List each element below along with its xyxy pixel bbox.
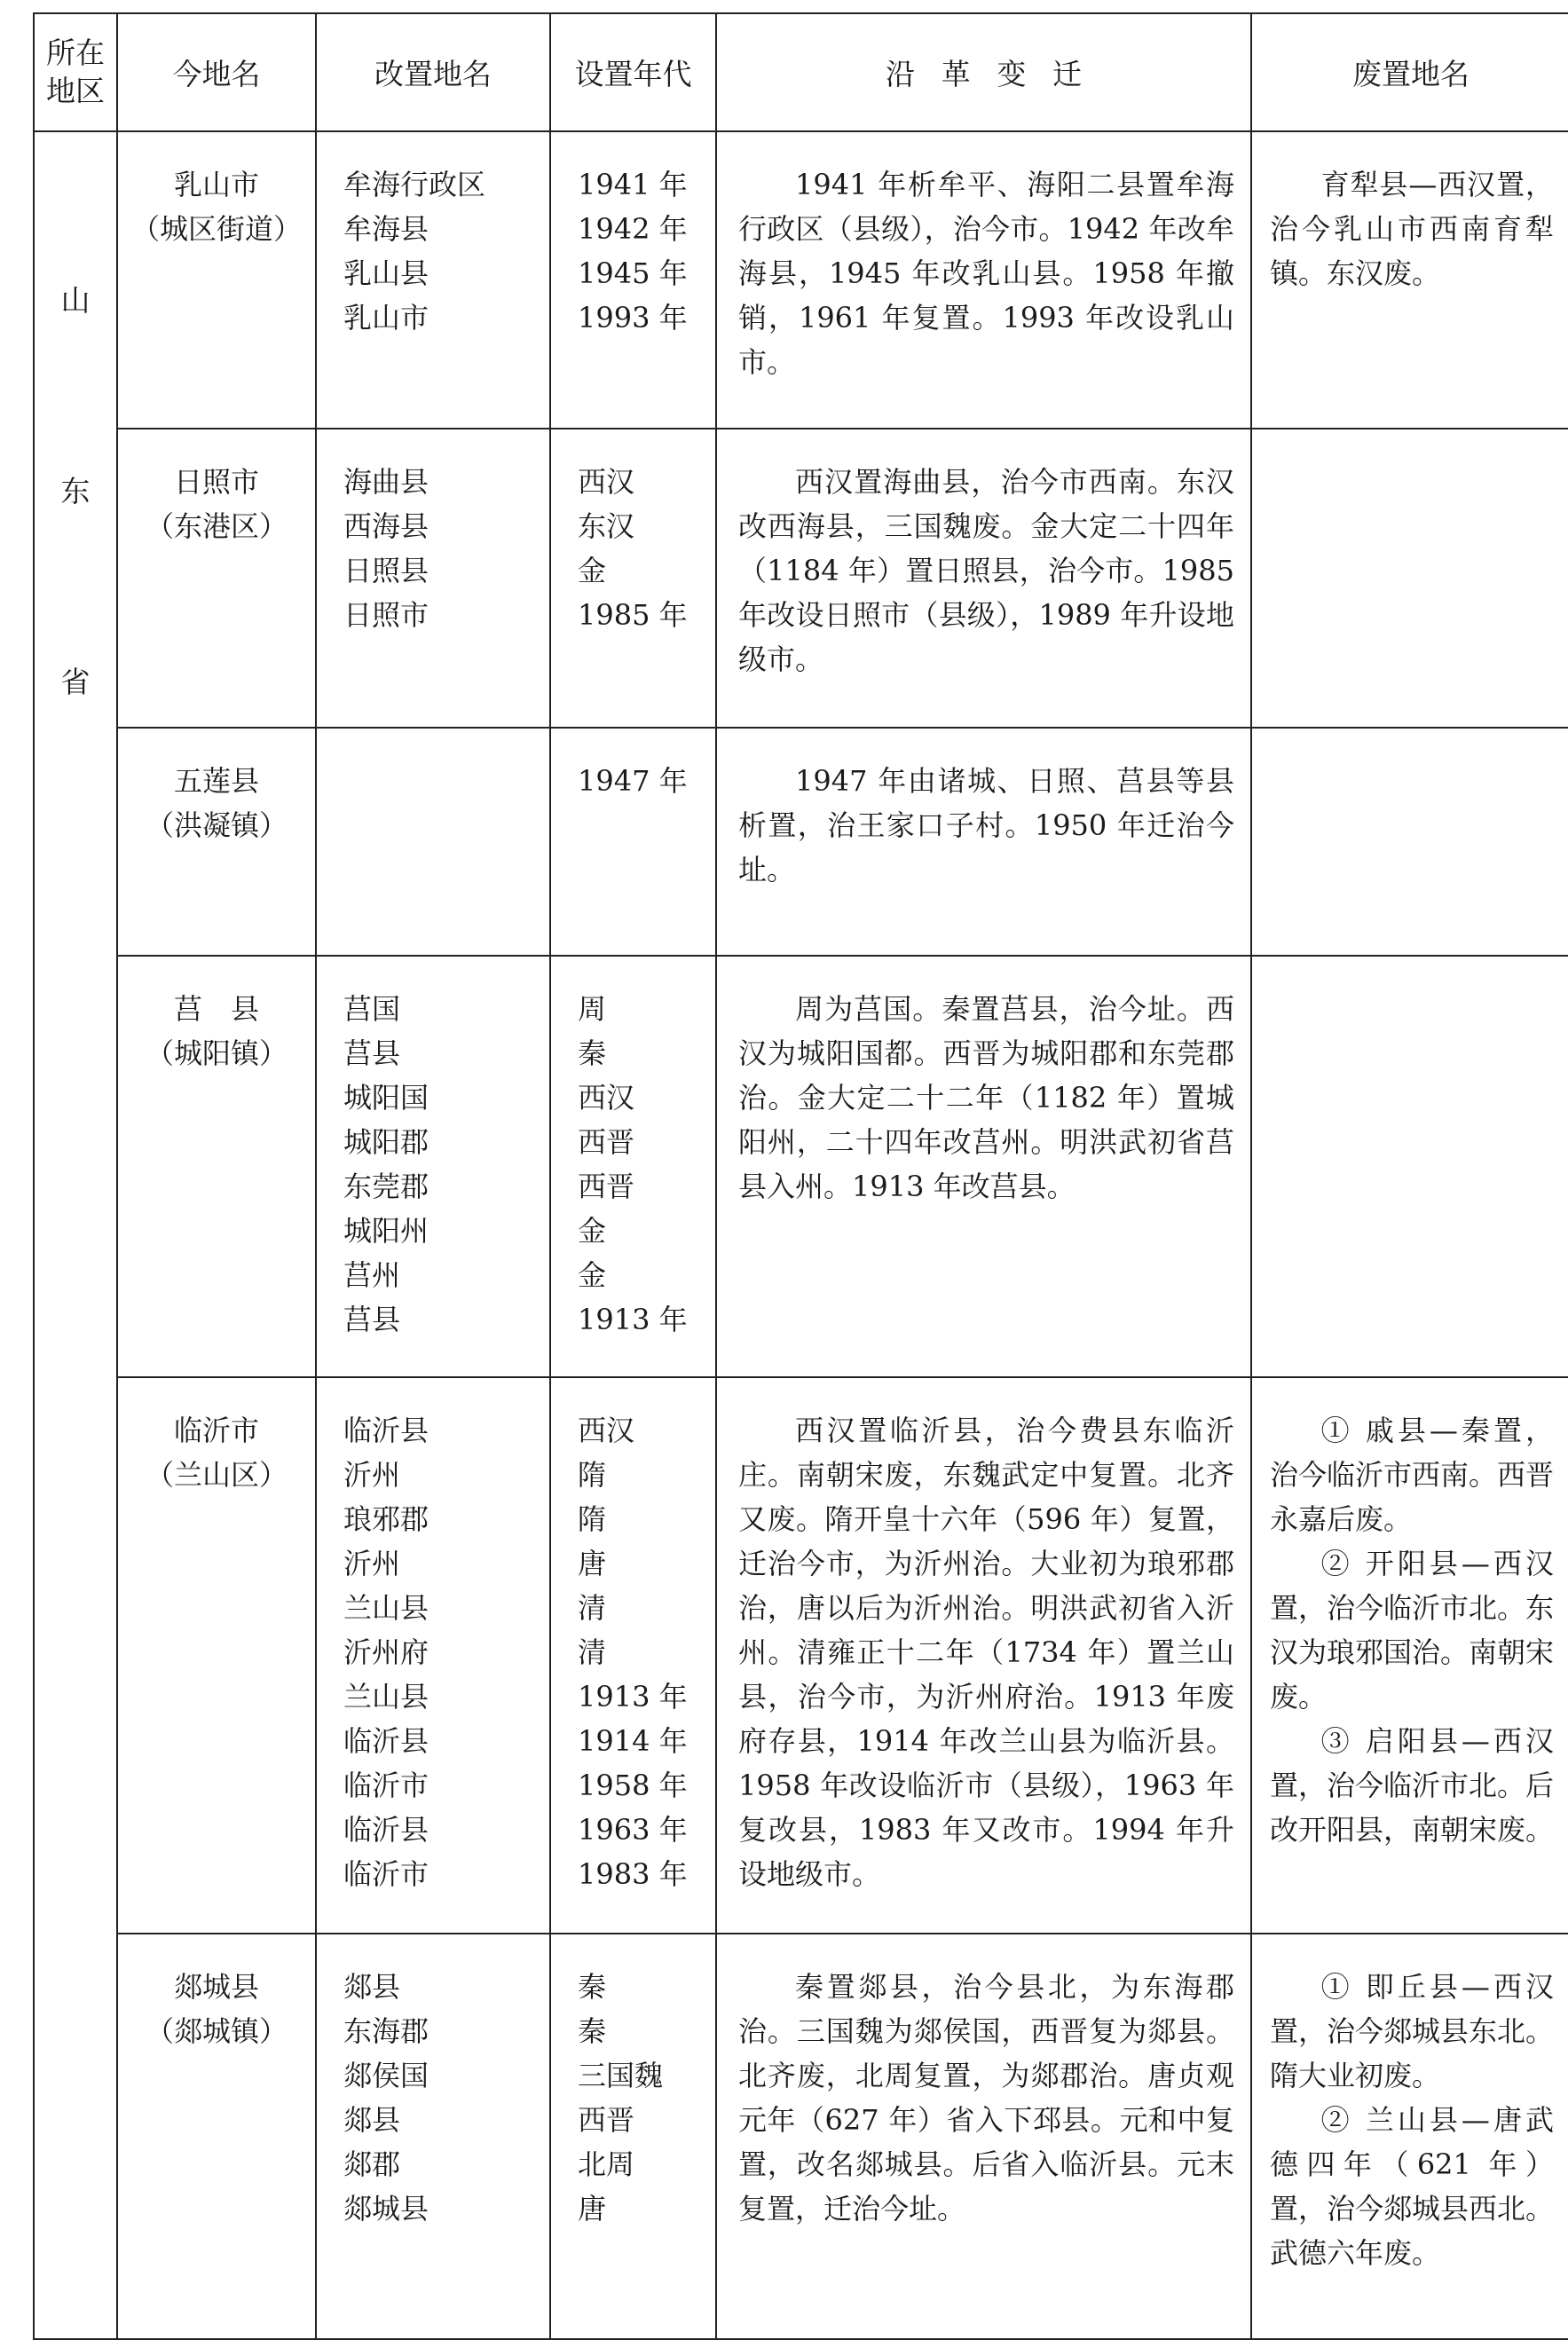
established-period: 西晋 <box>578 1125 635 1159</box>
former-name: 乳山市 <box>343 301 429 335</box>
former-name: 牟海行政区 <box>343 168 486 201</box>
established-period: 1913 年 <box>578 1303 688 1336</box>
history-cell: 1941 年析牟平、海阳二县置牟海行政区（县级），治今市。1942 年改牟海县，1945 年改乳山县。1958 年撤销，1961 年复置。1993 年改设乳山市。 <box>716 131 1251 429</box>
abolished-cell <box>1251 429 1568 728</box>
region-char: 省 <box>60 665 91 699</box>
header-established: 设置年代 <box>550 13 716 131</box>
former-name: 东海郡 <box>343 2014 429 2048</box>
header-abolished: 废置地名 <box>1251 13 1568 131</box>
former-name: 临沂县 <box>343 1813 429 1847</box>
former-name: 郯县 <box>343 1970 401 2004</box>
former-name: 沂州府 <box>343 1635 429 1669</box>
history-cell: 秦置郯县，治今县北，为东海郡治。三国魏为郯侯国，西晋复为郯县。北齐废，北周复置，为郯郡治。唐贞观元年（627 年）省入下邳县。元和中复置，改名郯城县。后省入临沂县。元末复置，迁治今址。 <box>716 1934 1251 2339</box>
seat-name: （城区街道） <box>130 212 302 246</box>
modern-name-cell <box>117 1377 316 1934</box>
established-cell <box>550 429 716 728</box>
established-period: 唐 <box>578 2192 607 2226</box>
modern-name-cell <box>117 429 316 728</box>
established-period: 三国魏 <box>578 2059 664 2092</box>
abolished-entry: 育犁县—西汉置，治今乳山市西南育犁镇。东汉废。 <box>1270 168 1554 290</box>
header-former-names: 改置地名 <box>316 13 550 131</box>
seat-name: （东港区） <box>145 509 288 543</box>
established-period: 1963 年 <box>578 1813 688 1847</box>
former-name: 城阳郡 <box>343 1125 429 1159</box>
abolished-entry: ① 即丘县—西汉置，治今郯城县东北。隋大业初废。 <box>1270 1970 1555 2092</box>
former-name: 兰山县 <box>343 1680 429 1714</box>
region-cell <box>34 131 117 2339</box>
abolished-cell <box>1251 728 1568 956</box>
established-period: 1913 年 <box>578 1680 688 1714</box>
established-period: 西晋 <box>578 2103 635 2137</box>
former-names-cell <box>316 1377 550 1934</box>
former-name: 沂州 <box>343 1458 401 1492</box>
former-name: 莒县 <box>343 1303 401 1336</box>
header-region: 所在 地区 <box>34 13 117 131</box>
abolished-cell <box>1251 131 1568 429</box>
abolished-cell <box>1251 956 1568 1377</box>
abolished-entry: ① 戚县—秦置，治今临沂市西南。西晋永嘉后废。 <box>1270 1414 1555 1536</box>
established-period: 金 <box>578 1214 607 1248</box>
established-period: 清 <box>578 1635 607 1669</box>
former-name: 乳山县 <box>343 256 429 290</box>
header-modern-name: 今地名 <box>117 13 316 131</box>
table-row <box>34 728 1568 956</box>
history-cell: 1947 年由诸城、日照、莒县等县析置，治王家口子村。1950 年迁治今址。 <box>716 728 1251 956</box>
former-names-cell <box>316 956 550 1377</box>
former-name: 日照县 <box>343 554 429 587</box>
established-cell <box>550 131 716 429</box>
modern-name: 乳山市 <box>173 168 259 201</box>
former-name: 西海县 <box>343 509 429 543</box>
seat-name: （城阳镇） <box>145 1036 288 1070</box>
former-name: 城阳国 <box>343 1081 429 1115</box>
former-name: 郯城县 <box>343 2192 429 2226</box>
established-period: 唐 <box>578 1547 607 1580</box>
table-row <box>34 1934 1568 2339</box>
established-period: 隋 <box>578 1458 607 1492</box>
established-period: 北周 <box>578 2147 635 2181</box>
established-period: 1983 年 <box>578 1857 688 1891</box>
former-name: 牟海县 <box>343 212 429 246</box>
former-name: 日照市 <box>343 598 429 632</box>
former-name: 郯郡 <box>343 2147 401 2181</box>
history-cell: 西汉置临沂县，治今费县东临沂庄。南朝宋废，东魏武定中复置。北齐又废。隋开皇十六年（596 年）复置，迁治今市，为沂州治。大业初为琅邪郡治，唐以后为沂州治。明洪武初省入沂州。清雍正十二年（1734 年）置兰山县，治今市，为沂州府治。1913 年废府存县，1914 年改兰山县为临沂县。1958 年改设临沂市（县级），1963 年复改县，1983 年又改市。1994 年升设地级市。 <box>716 1377 1251 1934</box>
header-row <box>34 13 1568 131</box>
former-name: 临沂市 <box>343 1769 429 1802</box>
established-period: 金 <box>578 554 607 587</box>
former-names-cell <box>316 131 550 429</box>
established-period: 1945 年 <box>578 256 688 290</box>
established-period: 1958 年 <box>578 1769 688 1802</box>
modern-name-cell <box>117 1934 316 2339</box>
former-name: 莒州 <box>343 1258 401 1292</box>
former-name: 沂州 <box>343 1547 401 1580</box>
established-period: 东汉 <box>578 509 635 543</box>
former-name: 临沂县 <box>343 1414 429 1447</box>
seat-name: （兰山区） <box>145 1458 288 1492</box>
former-name: 兰山县 <box>343 1591 429 1625</box>
established-period: 1941 年 <box>578 168 688 201</box>
former-name: 临沂县 <box>343 1724 429 1758</box>
established-period: 1993 年 <box>578 301 688 335</box>
established-period: 秦 <box>578 1036 607 1070</box>
modern-name-cell <box>117 728 316 956</box>
header-history: 沿革变迁 <box>716 13 1251 131</box>
gazetteer-page <box>33 12 1568 2340</box>
history-cell: 周为莒国。秦置莒县，治今址。西汉为城阳国都。西晋为城阳郡和东莞郡治。金大定二十二年（1182 年）置城阳州，二十四年改莒州。明洪武初省莒县入州。1913 年改莒县。 <box>716 956 1251 1377</box>
established-period: 1914 年 <box>578 1724 688 1758</box>
abolished-entry: ② 开阳县—西汉置，治今临沂市北。东汉为琅邪国治。南朝宋废。 <box>1270 1547 1555 1714</box>
established-period: 清 <box>578 1591 607 1625</box>
history-cell: 西汉置海曲县，治今市西南。东汉改西海县，三国魏废。金大定二十四年（1184 年）置日照县，治今市。1985 年改设日照市（县级），1989 年升设地级市。 <box>716 429 1251 728</box>
former-name: 临沂市 <box>343 1857 429 1891</box>
established-cell <box>550 956 716 1377</box>
former-name: 琅邪郡 <box>343 1502 429 1536</box>
former-name: 莒国 <box>343 992 401 1026</box>
abolished-entry: ② 兰山县—唐武德四年（621 年）置，治今郯城县西北。武德六年废。 <box>1270 2103 1555 2270</box>
abolished-entry: ③ 启阳县—西汉置，治今临沂市北。后改开阳县，南朝宋废。 <box>1270 1724 1555 1847</box>
established-period: 1947 年 <box>578 764 688 798</box>
established-period: 秦 <box>578 2014 607 2048</box>
former-name: 东莞郡 <box>343 1170 429 1203</box>
table-row <box>34 429 1568 728</box>
former-name: 莒县 <box>343 1036 401 1070</box>
former-name: 郯县 <box>343 2103 401 2137</box>
former-names-cell <box>316 429 550 728</box>
established-period: 西晋 <box>578 1170 635 1203</box>
modern-name-cell <box>117 131 316 429</box>
established-period: 秦 <box>578 1970 607 2004</box>
region-char: 山 <box>60 283 91 318</box>
established-cell <box>550 728 716 956</box>
abolished-cell <box>1251 1377 1568 1934</box>
established-period: 金 <box>578 1258 607 1292</box>
region-char: 东 <box>60 474 91 508</box>
former-names-cell <box>316 1934 550 2339</box>
abolished-cell <box>1251 1934 1568 2339</box>
seat-name: （郯城镇） <box>145 2014 288 2048</box>
established-period: 1985 年 <box>578 598 688 632</box>
table-row <box>34 1377 1568 1934</box>
established-cell <box>550 1934 716 2339</box>
established-period: 周 <box>578 992 607 1026</box>
modern-name: 莒 县 <box>173 992 259 1026</box>
established-period: 隋 <box>578 1502 607 1536</box>
established-period: 西汉 <box>578 1081 635 1115</box>
established-period: 1942 年 <box>578 212 688 246</box>
modern-name: 郯城县 <box>173 1970 259 2004</box>
former-name: 海曲县 <box>343 465 429 499</box>
table-row <box>34 956 1568 1377</box>
former-name: 郯侯国 <box>343 2059 429 2092</box>
modern-name: 五莲县 <box>173 764 259 798</box>
established-period: 西汉 <box>578 1414 635 1447</box>
former-names-cell <box>316 728 550 956</box>
modern-name-cell <box>117 956 316 1377</box>
seat-name: （洪凝镇） <box>145 808 288 842</box>
former-name: 城阳州 <box>343 1214 429 1248</box>
table-row <box>34 131 1568 429</box>
modern-name: 日照市 <box>173 465 259 499</box>
established-period: 西汉 <box>578 465 635 499</box>
established-cell <box>550 1377 716 1934</box>
gazetteer-table <box>33 12 1568 2340</box>
modern-name: 临沂市 <box>173 1414 259 1447</box>
